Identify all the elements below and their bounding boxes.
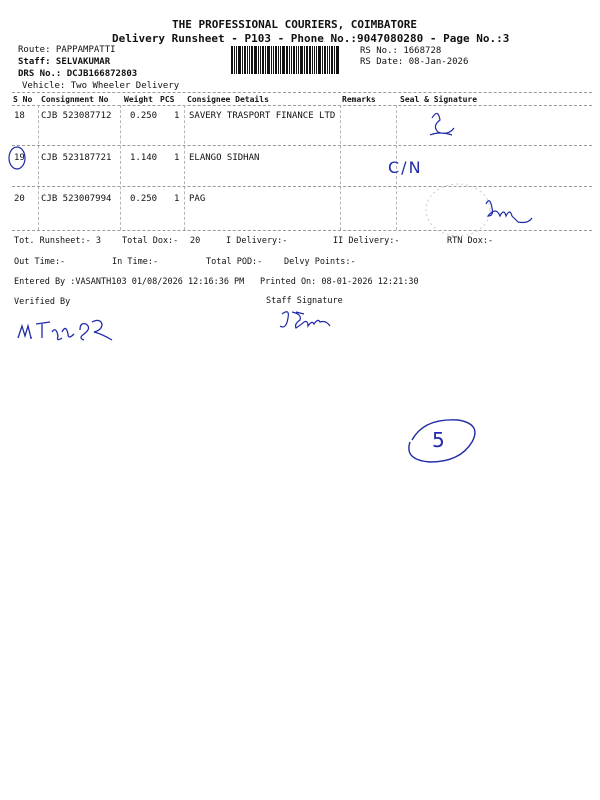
- out-time: Out Time:-: [14, 257, 66, 267]
- staff-signature-label: Staff Signature: [266, 296, 343, 306]
- printed-on: Printed On: 08-01-2026 12:21:30: [260, 277, 419, 287]
- col-seal-signature: Seal & Signature: [400, 95, 478, 104]
- row-pcs: 1: [174, 194, 180, 204]
- total-dox-value: 20: [190, 236, 201, 246]
- row-pcs: 1: [174, 153, 180, 163]
- row-pcs: 1: [174, 111, 180, 121]
- staff-signature-mark: [280, 312, 330, 328]
- tot-runsheet: Tot. Runsheet:- 3: [14, 236, 101, 246]
- row-sno: 19: [14, 153, 25, 163]
- row-weight: 1.140: [130, 153, 158, 163]
- col-sno: S No: [13, 95, 33, 104]
- rtn-dox: RTN Dox:-: [447, 236, 494, 246]
- drs-number: DRS No.: DCJB166872803: [18, 69, 138, 79]
- vehicle-label: Vehicle: Two Wheeler Delivery: [22, 81, 180, 91]
- i-delivery: I Delivery:-: [226, 236, 288, 246]
- staff-label: Staff: SELVAKUMAR: [18, 57, 111, 67]
- row-consignment-no: CJB 523007994: [41, 194, 112, 204]
- company-title: THE PROFESSIONAL COURIERS, COIMBATORE: [172, 18, 418, 31]
- row-consignee: PAG: [189, 194, 206, 204]
- total-pod: Total POD:-: [206, 257, 263, 267]
- verified-by-signature: [18, 320, 112, 340]
- row-weight: 0.250: [130, 111, 158, 121]
- col-remarks: Remarks: [342, 95, 376, 104]
- col-weight: Weight: [124, 95, 153, 104]
- runsheet-subtitle: Delivery Runsheet - P103 - Phone No.:9047080280 - Page No.:3: [112, 32, 510, 45]
- in-time: In Time:-: [112, 257, 159, 267]
- entered-by: Entered By :VASANTH103 01/08/2026 12:16:36 PM: [14, 277, 245, 287]
- circle-mark-row19: [9, 147, 25, 169]
- col-pcs: PCS: [160, 95, 175, 104]
- handwritten-number: 5: [432, 428, 445, 452]
- route-label: Route: PAPPAMPATTI: [18, 45, 116, 55]
- rs-number: RS No.: 1668728: [360, 46, 442, 56]
- verified-by-label: Verified By: [14, 297, 71, 307]
- row-consignee: SAVERY TRASPORT FINANCE LTD: [189, 111, 336, 121]
- seal-signature-row18: [430, 113, 454, 135]
- row-sno: 18: [14, 111, 25, 121]
- row-sno: 20: [14, 194, 25, 204]
- row-consignee: ELANGO SIDHAN: [189, 153, 260, 163]
- row-consignment-no: CJB 523187721: [41, 153, 112, 163]
- col-consignee: Consignee Details: [187, 95, 269, 104]
- delvy-points: Delvy Points:-: [284, 257, 356, 267]
- rs-date: RS Date: 08-Jan-2026: [360, 57, 469, 67]
- ii-delivery: II Delivery:-: [333, 236, 400, 246]
- signature-row20: [486, 201, 532, 223]
- handwritten-remark-cn: C/N: [388, 158, 423, 177]
- total-dox-label: Total Dox:-: [122, 236, 179, 246]
- col-consignment: Consignment No: [41, 95, 109, 104]
- faint-stamp: [426, 184, 490, 236]
- row-weight: 0.250: [130, 194, 158, 204]
- row-consignment-no: CJB 523087712: [41, 111, 112, 121]
